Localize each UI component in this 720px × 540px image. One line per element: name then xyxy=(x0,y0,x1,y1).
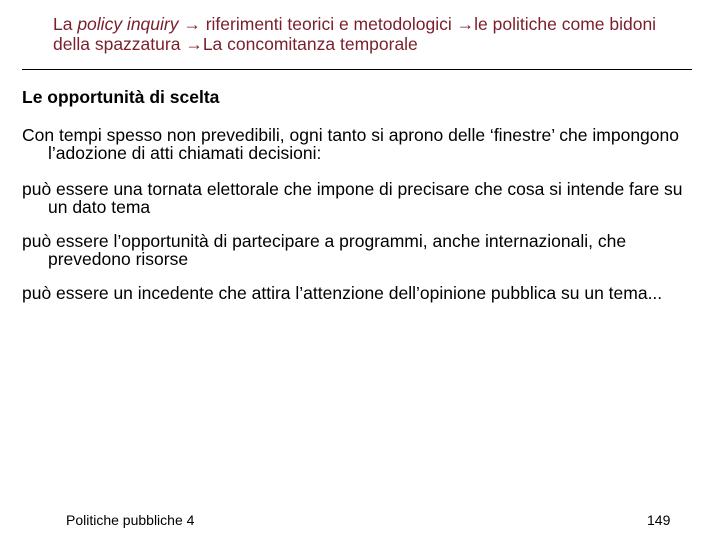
footer-title: Politiche pubbliche 4 xyxy=(66,512,195,528)
slide-header xyxy=(53,14,693,54)
header-text-4: La concomitanza temporale xyxy=(202,34,418,54)
arrow-right-icon: → xyxy=(456,14,475,34)
arrow-right-icon: → xyxy=(185,34,203,54)
header-text-3: le politiche come bidoni della spazzatura xyxy=(53,14,657,54)
section-heading: Le opportunità di scelta xyxy=(22,87,220,107)
list-item: può essere un incedente che attira l’attenzione dell’opinione pubblica su un tema... xyxy=(22,283,663,303)
list-item: può essere una tornata elettorale che impone di precisare che cosa si intende fare su un dato tema xyxy=(22,179,683,217)
header-divider xyxy=(22,69,692,70)
list-item: può essere l’opportunità di partecipare a programmi, anche internazionali, che prevedono risorse xyxy=(22,231,627,269)
header-text-2: riferimenti teorici e metodologici xyxy=(200,14,457,34)
header-text-1: La xyxy=(53,14,78,34)
slide-body xyxy=(22,86,702,318)
intro-paragraph: Con tempi spesso non prevedibili, ogni tanto si aprono delle ‘finestre’ che impongono l’adozione di atti chiamati decisioni: xyxy=(22,125,679,163)
arrow-right-icon: → xyxy=(183,14,201,34)
page-number: 149 xyxy=(647,512,671,528)
header-italic-term: policy inquiry xyxy=(77,14,179,34)
